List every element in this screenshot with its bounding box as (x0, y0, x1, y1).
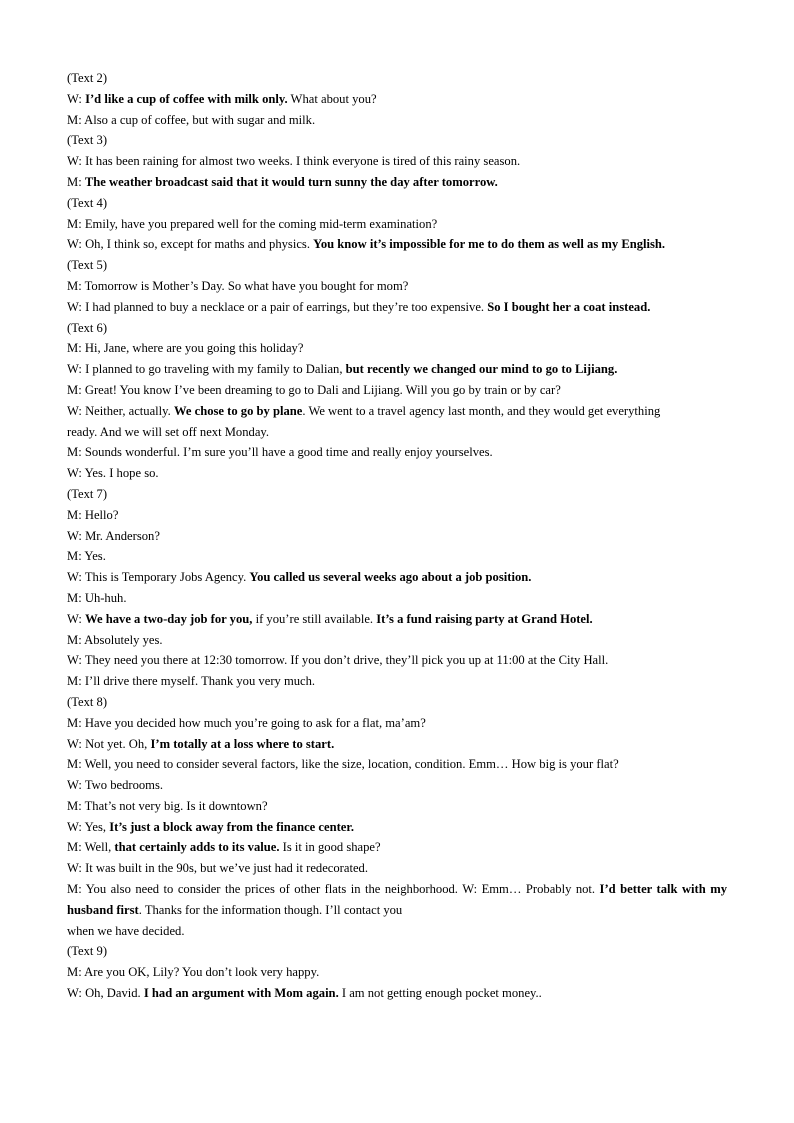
transcript-line (67, 775, 727, 796)
transcript-line (67, 692, 727, 713)
dialogue-text: W: (67, 611, 86, 626)
dialogue-text: M: Uh-huh. (67, 590, 127, 605)
dialogue-text: M: I’ll drive there myself. Thank you very much. (67, 674, 316, 689)
dialogue-text: M: Hi, Jane, where are you going this holiday? (67, 341, 304, 356)
dialogue-text: when we have decided. (67, 923, 185, 938)
dialogue-text: M: Emily, have you prepared well for the coming mid-term examination? (67, 216, 438, 231)
transcript-line (67, 796, 727, 817)
dialogue-text: (Text 7) (67, 486, 108, 501)
dialogue-text: . We went to a travel agency last month, and they would get everything (302, 403, 661, 418)
dialogue-text: W: I planned to go traveling with my family to Dalian, (67, 362, 346, 377)
dialogue-text: M: Hello? (67, 507, 119, 522)
bold-answer-text: It’s just a block away from the finance center. (109, 819, 354, 834)
transcript-line (67, 151, 727, 172)
transcript-line (67, 442, 727, 463)
bold-answer-text: You called us several weeks ago about a job position. (249, 570, 532, 585)
transcript-line (67, 754, 727, 775)
dialogue-text: if you’re still available. (252, 611, 377, 626)
transcript-line (67, 401, 727, 422)
dialogue-text: (Text 3) (67, 133, 108, 148)
dialogue-text: (Text 2) (67, 71, 108, 85)
dialogue-text: M: Tomorrow is Mother’s Day. So what have you bought for mom? (67, 278, 409, 293)
transcript-line (67, 609, 727, 630)
transcript-line (67, 255, 727, 276)
transcript-line (67, 422, 727, 443)
transcript-line (67, 234, 727, 255)
dialogue-text: M: Are you OK, Lily? You don’t look very happy. (67, 965, 320, 980)
dialogue-text: M: That’s not very big. Is it downtown? (67, 798, 268, 813)
transcript-line (67, 463, 727, 484)
bold-answer-text: You know it’s impossible for me to do them as well as my English. (313, 237, 666, 252)
transcript-line (67, 380, 727, 401)
dialogue-text: W: It has been raining for almost two weeks. I think everyone is tired of this rainy season. (67, 154, 521, 169)
transcript-line (67, 68, 727, 89)
transcript-line (67, 567, 727, 588)
dialogue-text: (Text 5) (67, 258, 108, 273)
dialogue-text: W: (67, 91, 86, 106)
transcript-line (67, 338, 727, 359)
dialogue-text: W: Oh, I think so, except for maths and physics. (67, 237, 314, 252)
transcript-line (67, 713, 727, 734)
dialogue-text: W: Oh, David. (67, 986, 144, 1001)
transcript-line (67, 89, 727, 110)
bold-answer-text: but recently we changed our mind to go to Lijiang. (345, 362, 618, 377)
transcript-line (67, 193, 727, 214)
dialogue-text: . Thanks for the information though. I’ll contact you (138, 902, 403, 917)
dialogue-text: M: Have you decided how much you’re going to ask for a flat, ma’am? (67, 715, 426, 730)
dialogue-text: (Text 9) (67, 944, 108, 959)
dialogue-text: Is it in good shape? (279, 840, 381, 855)
transcript-line (67, 359, 727, 380)
dialogue-text: (Text 4) (67, 195, 108, 210)
transcript-line (67, 650, 727, 671)
transcript-line (67, 526, 727, 547)
dialogue-text: (Text 6) (67, 320, 108, 335)
bold-answer-text: It’s a fund raising party at Grand Hotel. (376, 611, 593, 626)
transcript-line (67, 630, 727, 651)
dialogue-text: M: You also need to consider the prices of other flats in the neighborhood. W: Emm… Probably not. (67, 882, 600, 897)
transcript-line (67, 484, 727, 505)
transcript-line (67, 671, 727, 692)
dialogue-text: W: Neither, actually. (67, 403, 174, 418)
dialogue-text: W: Yes, (67, 819, 110, 834)
dialogue-text: M: (67, 174, 85, 189)
dialogue-text: ready. And we will set off next Monday. (67, 424, 270, 439)
bold-answer-text: I’d like a cup of coffee with milk only. (85, 91, 288, 106)
dialogue-text: W: This is Temporary Jobs Agency. (67, 570, 250, 585)
dialogue-text: W: Two bedrooms. (67, 778, 164, 793)
dialogue-text: W: I had planned to buy a necklace or a pair of earrings, but they’re too expensive. (67, 299, 488, 314)
transcript-document (67, 68, 727, 1004)
transcript-line (67, 318, 727, 339)
transcript-line (67, 130, 727, 151)
transcript-line (67, 110, 727, 131)
transcript-line (67, 983, 727, 1004)
dialogue-text: M: Yes. (67, 549, 106, 564)
dialogue-text: I am not getting enough pocket money.. (338, 986, 542, 1001)
dialogue-text: M: Also a cup of coffee, but with sugar and milk. (67, 112, 316, 127)
dialogue-text: W: Mr. Anderson? (67, 528, 160, 543)
transcript-line (67, 858, 727, 879)
bold-answer-text: I had an argument with Mom again. (143, 986, 339, 1001)
dialogue-text: M: Absolutely yes. (67, 632, 163, 647)
bold-answer-text: We have a two-day job for you, (85, 611, 253, 626)
transcript-line (67, 962, 727, 983)
dialogue-text: What about you? (287, 91, 377, 106)
transcript-line (67, 172, 727, 193)
transcript-line (67, 588, 727, 609)
transcript-line (67, 817, 727, 838)
transcript-line (67, 837, 727, 858)
transcript-line (67, 505, 727, 526)
bold-answer-text: We chose to go by plane (173, 403, 303, 418)
transcript-line (67, 276, 727, 297)
transcript-line (67, 297, 727, 318)
bold-answer-text: that certainly adds to its value. (114, 840, 280, 855)
dialogue-text: M: Sounds wonderful. I’m sure you’ll have a good time and really enjoy yourselves. (67, 445, 493, 460)
dialogue-text: M: Great! You know I’ve been dreaming to go to Dali and Lijiang. Will you go by train or by car? (67, 382, 561, 397)
transcript-line (67, 214, 727, 235)
transcript-line (67, 879, 727, 921)
bold-answer-text: I’d better talk with my husband first (67, 882, 727, 917)
bold-answer-text: I’m totally at a loss where to start. (150, 736, 335, 751)
dialogue-text: W: They need you there at 12:30 tomorrow. If you don’t drive, they’ll pick you up at 11:00 at the City Hall. (67, 653, 609, 668)
transcript-line (67, 546, 727, 567)
bold-answer-text: So I bought her a coat instead. (487, 299, 651, 314)
transcript-line (67, 734, 727, 755)
dialogue-text: W: It was built in the 90s, but we’ve just had it redecorated. (67, 861, 369, 876)
dialogue-text: M: Well, you need to consider several factors, like the size, location, condition. Emm… How big is your flat? (67, 757, 619, 772)
transcript-line (67, 941, 727, 962)
dialogue-text: (Text 8) (67, 694, 108, 709)
bold-answer-text: The weather broadcast said that it would turn sunny the day after tomorrow. (84, 174, 498, 189)
dialogue-text: M: Well, (67, 840, 115, 855)
dialogue-text: W: Yes. I hope so. (67, 466, 159, 481)
transcript-line (67, 921, 727, 942)
dialogue-text: W: Not yet. Oh, (67, 736, 151, 751)
